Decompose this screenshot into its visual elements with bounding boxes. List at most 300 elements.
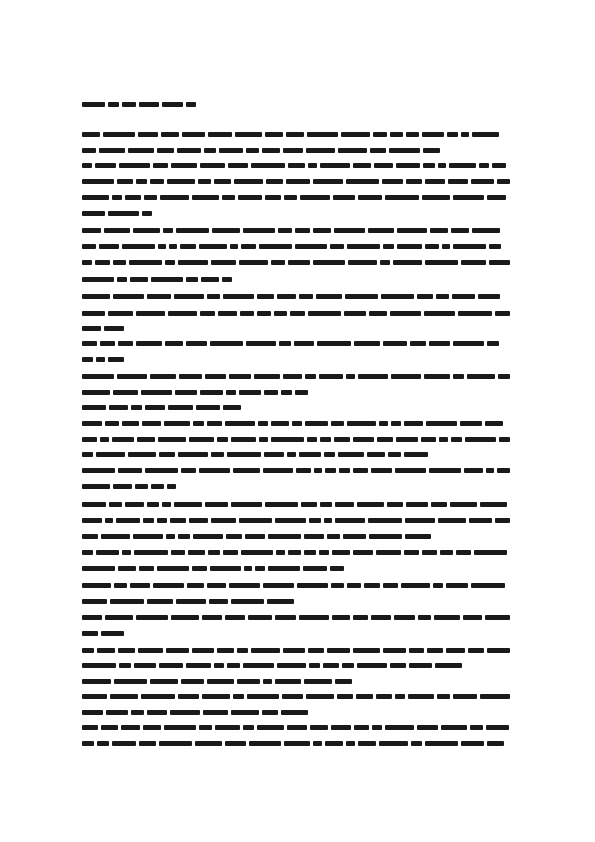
word-block (251, 648, 280, 653)
word-block (147, 599, 173, 604)
word-block (335, 679, 352, 684)
word-block (211, 260, 236, 265)
word-block (82, 102, 105, 107)
word-block (319, 374, 343, 379)
word-block (371, 615, 391, 620)
word-block (275, 518, 306, 523)
word-block (211, 518, 236, 523)
word-block (208, 550, 220, 555)
word-block (320, 163, 350, 168)
word-block (222, 195, 235, 200)
word-block (162, 102, 183, 107)
word-block (369, 311, 387, 316)
word-block (238, 195, 262, 200)
word-block (180, 244, 196, 249)
word-block (423, 163, 435, 168)
word-block (82, 534, 98, 539)
word-block (334, 437, 350, 442)
word-block (131, 405, 142, 410)
word-block (129, 260, 162, 265)
word-block (240, 311, 254, 316)
word-block (271, 437, 304, 442)
word-block (153, 163, 168, 168)
word-block (150, 179, 164, 184)
word-block (268, 534, 301, 539)
word-block (157, 148, 174, 153)
word-block (379, 421, 388, 426)
text-line (82, 678, 352, 684)
word-block (186, 102, 196, 107)
word-block (345, 294, 378, 299)
word-block (122, 550, 131, 555)
word-block (370, 148, 386, 153)
word-block (406, 132, 419, 137)
word-block (277, 663, 306, 668)
text-line (82, 340, 510, 346)
word-block (343, 534, 366, 539)
word-block (82, 163, 92, 168)
word-block (472, 132, 499, 137)
word-block (215, 725, 240, 730)
word-block (274, 311, 287, 316)
word-block (108, 311, 133, 316)
word-block (112, 437, 134, 442)
word-block (174, 294, 204, 299)
word-block (266, 179, 283, 184)
word-block (434, 615, 460, 620)
word-block (139, 741, 156, 746)
word-block (295, 244, 327, 249)
word-block (429, 468, 461, 473)
word-block (212, 228, 240, 233)
text-line (82, 740, 510, 746)
word-block (231, 502, 262, 507)
word-block (451, 228, 469, 233)
word-block (131, 710, 144, 715)
word-block (100, 341, 115, 346)
word-block (82, 502, 106, 507)
word-block (330, 566, 344, 571)
word-block (82, 132, 100, 137)
word-block (196, 405, 220, 410)
word-block (136, 341, 162, 346)
word-block (275, 615, 296, 620)
word-block (233, 468, 260, 473)
word-block (113, 294, 144, 299)
word-block (137, 437, 155, 442)
text-line (82, 259, 510, 265)
word-block (138, 132, 158, 137)
word-block (439, 437, 448, 442)
word-block (201, 277, 219, 282)
word-block (358, 195, 382, 200)
word-block (207, 679, 234, 684)
text-line (82, 310, 510, 316)
word-block (150, 374, 176, 379)
word-block (397, 228, 427, 233)
word-block (130, 583, 150, 588)
word-block (394, 615, 415, 620)
word-block (396, 163, 420, 168)
word-block (305, 421, 328, 426)
word-block (346, 741, 355, 746)
word-block (210, 341, 243, 346)
word-block (279, 341, 291, 346)
word-block (157, 566, 189, 571)
word-block (284, 195, 297, 200)
word-block (478, 294, 500, 299)
word-block (192, 566, 207, 571)
text-line (82, 131, 510, 137)
word-block (453, 694, 477, 699)
word-block (164, 725, 196, 730)
word-block (222, 277, 232, 282)
word-block (189, 437, 214, 442)
word-block (225, 421, 255, 426)
word-block (82, 148, 96, 153)
word-block (422, 550, 437, 555)
word-block (409, 648, 424, 653)
word-block (223, 550, 238, 555)
word-block (427, 648, 443, 653)
word-block (422, 132, 444, 137)
word-block (467, 374, 495, 379)
word-block (82, 648, 94, 653)
word-block (409, 663, 432, 668)
word-block (264, 390, 278, 395)
word-block (341, 132, 370, 137)
word-block (282, 694, 303, 699)
word-block (470, 725, 483, 730)
word-block (104, 228, 130, 233)
word-block (449, 163, 476, 168)
word-block (405, 518, 435, 523)
word-block (226, 390, 236, 395)
word-block (214, 179, 231, 184)
word-block (331, 583, 344, 588)
word-block (82, 357, 93, 362)
word-block (227, 452, 261, 457)
word-block (317, 341, 351, 346)
word-block (372, 725, 382, 730)
word-block (211, 452, 224, 457)
word-block (145, 405, 165, 410)
word-block (101, 631, 124, 636)
word-block (198, 179, 211, 184)
word-block (294, 341, 314, 346)
word-block (314, 468, 322, 473)
text-line (82, 178, 510, 184)
word-block (381, 294, 414, 299)
word-block (396, 437, 418, 442)
word-block (330, 244, 344, 249)
word-block (244, 566, 252, 571)
word-block (299, 615, 329, 620)
word-block (176, 599, 206, 604)
word-block (82, 725, 98, 730)
word-block (117, 179, 133, 184)
word-block (487, 195, 506, 200)
text-line (82, 162, 510, 168)
text-line (82, 194, 510, 200)
word-block (346, 179, 379, 184)
word-block (117, 277, 127, 282)
word-block (469, 518, 492, 523)
word-block (395, 468, 426, 473)
text-line (82, 533, 432, 539)
word-block (95, 163, 116, 168)
word-block (447, 132, 458, 137)
word-block (368, 228, 394, 233)
word-block (460, 421, 482, 426)
word-block (259, 437, 268, 442)
word-block (295, 228, 310, 233)
word-block (223, 294, 254, 299)
word-block (369, 534, 402, 539)
word-block (338, 148, 367, 153)
word-block (82, 228, 101, 233)
word-block (82, 663, 116, 668)
word-block (353, 648, 380, 653)
word-block (337, 694, 353, 699)
word-block (233, 694, 244, 699)
word-block (82, 277, 114, 282)
word-block (122, 244, 155, 249)
text-line (82, 517, 510, 523)
word-block (471, 179, 494, 184)
word-block (331, 725, 351, 730)
word-block (258, 421, 268, 426)
word-block (178, 534, 190, 539)
word-block (82, 179, 114, 184)
word-block (353, 437, 374, 442)
word-block (166, 534, 175, 539)
word-block (118, 468, 142, 473)
text-line (82, 565, 350, 571)
word-block (281, 390, 292, 395)
word-block (214, 663, 224, 668)
word-block (82, 550, 93, 555)
word-block (437, 694, 450, 699)
word-block (82, 244, 96, 249)
word-block (109, 502, 122, 507)
word-block (383, 648, 406, 653)
word-block (303, 566, 327, 571)
word-block (118, 341, 133, 346)
word-block (453, 195, 484, 200)
word-block (147, 710, 167, 715)
text-line (82, 709, 308, 715)
word-block (171, 615, 199, 620)
word-block (281, 710, 308, 715)
word-block (288, 260, 310, 265)
word-block (195, 741, 222, 746)
word-block (82, 566, 115, 571)
word-block (286, 132, 304, 137)
word-block (128, 452, 156, 457)
word-block (114, 679, 147, 684)
word-block (82, 195, 109, 200)
word-block (271, 421, 289, 426)
word-block (133, 534, 163, 539)
word-block (192, 648, 214, 653)
word-block (96, 550, 119, 555)
word-block (406, 502, 428, 507)
word-block (316, 294, 342, 299)
word-block (452, 294, 475, 299)
word-block (82, 326, 101, 331)
word-block (388, 452, 401, 457)
word-block (141, 390, 172, 395)
word-block (307, 437, 317, 442)
word-block (192, 195, 219, 200)
word-block (347, 244, 380, 249)
word-block (97, 741, 109, 746)
word-block (353, 163, 371, 168)
text-line (82, 467, 510, 473)
word-block (276, 550, 285, 555)
word-block (165, 341, 183, 346)
word-block (135, 484, 148, 489)
word-block (324, 518, 332, 523)
word-block (167, 484, 176, 489)
word-block (243, 228, 275, 233)
word-block (82, 390, 110, 395)
word-block (170, 518, 186, 523)
word-block (101, 534, 130, 539)
word-block (387, 502, 403, 507)
word-block (308, 648, 324, 653)
word-block (373, 132, 387, 137)
word-block (471, 583, 505, 588)
word-block (179, 374, 202, 379)
word-block (235, 132, 262, 137)
word-block (219, 148, 243, 153)
word-block (401, 583, 430, 588)
word-block (108, 211, 139, 216)
word-block (237, 648, 248, 653)
text-line (82, 647, 510, 653)
word-block (480, 502, 507, 507)
word-block (162, 502, 171, 507)
word-block (425, 244, 439, 249)
word-block (327, 534, 340, 539)
word-block (207, 421, 222, 426)
word-block (227, 663, 240, 668)
word-block (353, 468, 368, 473)
word-block (379, 741, 408, 746)
text-line (82, 210, 152, 216)
word-block (199, 244, 227, 249)
word-block (257, 294, 274, 299)
word-block (424, 311, 455, 316)
word-block (299, 452, 321, 457)
text-line (82, 101, 197, 107)
word-block (205, 502, 228, 507)
word-block (497, 179, 510, 184)
word-block (426, 421, 457, 426)
word-block (308, 311, 341, 316)
word-block (263, 468, 293, 473)
word-block (325, 741, 343, 746)
word-block (203, 710, 228, 715)
word-block (424, 374, 450, 379)
word-block (480, 694, 510, 699)
word-block (167, 179, 195, 184)
word-block (255, 566, 265, 571)
word-block (160, 195, 189, 200)
word-block (435, 663, 462, 668)
word-block (306, 694, 334, 699)
word-block (150, 679, 178, 684)
word-block (257, 725, 284, 730)
word-block (324, 452, 335, 457)
word-block (327, 648, 350, 653)
word-block (498, 374, 510, 379)
word-block (304, 534, 324, 539)
word-block (364, 583, 380, 588)
word-block (353, 550, 373, 555)
word-block (263, 679, 272, 684)
word-block (186, 277, 198, 282)
word-block (433, 583, 443, 588)
word-block (133, 228, 160, 233)
word-block (117, 374, 147, 379)
word-block (174, 502, 202, 507)
word-block (461, 132, 469, 137)
word-block (223, 405, 241, 410)
word-block (453, 374, 464, 379)
word-block (313, 741, 322, 746)
word-block (82, 437, 97, 442)
word-block (207, 294, 220, 299)
word-block (382, 179, 403, 184)
word-block (119, 663, 131, 668)
word-block (82, 421, 102, 426)
word-block (82, 311, 105, 316)
word-block (296, 468, 311, 473)
word-block (385, 725, 414, 730)
word-block (158, 437, 186, 442)
word-block (383, 341, 407, 346)
word-block (335, 518, 365, 523)
word-block (390, 132, 403, 137)
text-line (82, 549, 510, 555)
word-block (442, 244, 450, 249)
word-block (485, 421, 503, 426)
word-block (247, 694, 279, 699)
word-block (147, 502, 159, 507)
word-block (389, 148, 420, 153)
word-block (186, 663, 211, 668)
text-line (82, 356, 124, 362)
word-block (264, 452, 284, 457)
word-block (164, 421, 190, 426)
word-block (441, 725, 467, 730)
word-block (138, 648, 163, 653)
word-block (159, 663, 183, 668)
word-block (406, 179, 422, 184)
word-block (377, 437, 393, 442)
word-block (486, 468, 494, 473)
word-block (425, 260, 458, 265)
word-block (499, 437, 510, 442)
word-block (422, 195, 450, 200)
word-block (157, 518, 167, 523)
word-block (283, 648, 305, 653)
word-block (116, 518, 140, 523)
word-block (288, 550, 301, 555)
